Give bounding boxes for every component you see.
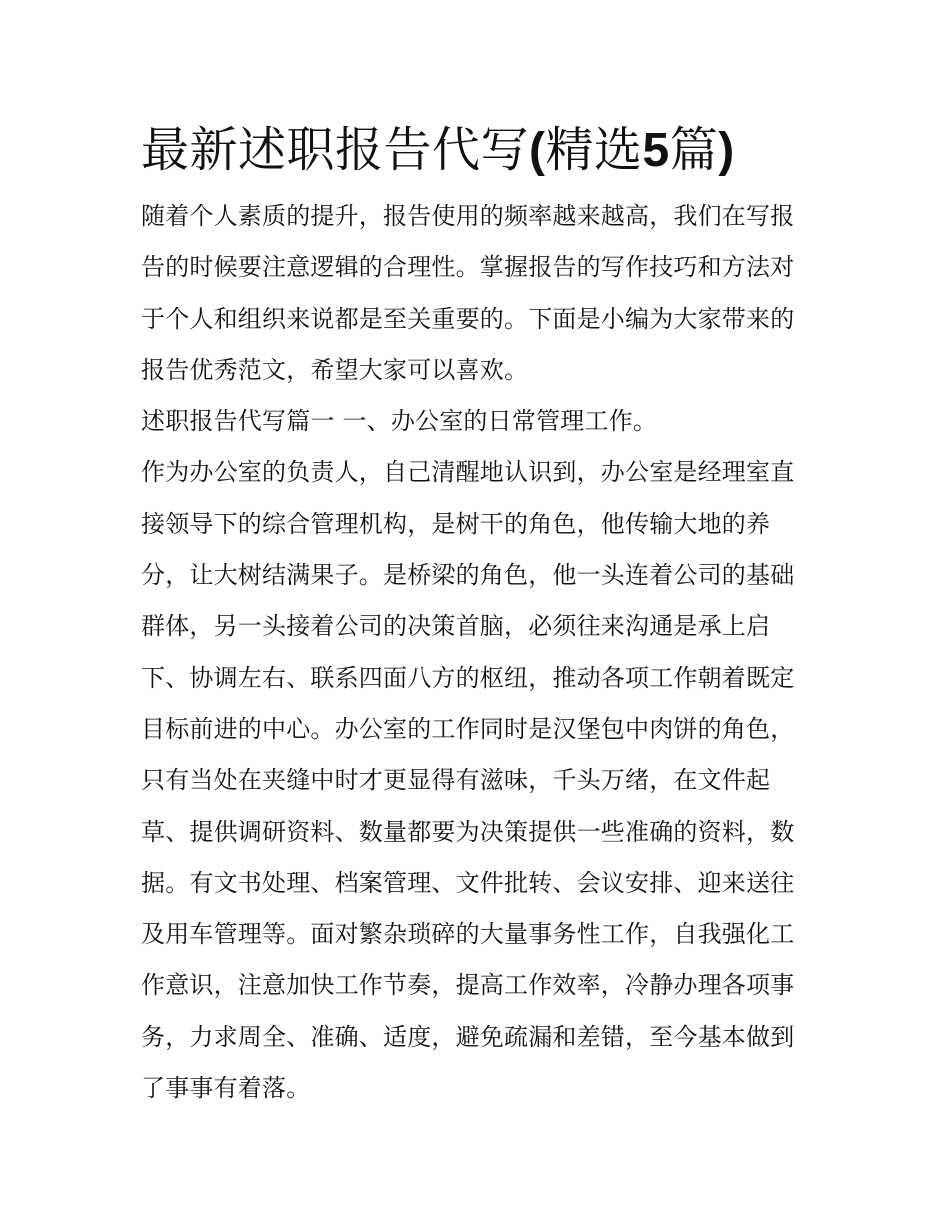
title-count: 5 <box>642 124 670 177</box>
text-line: 群体，另一头接着公司的决策首脑，必须往来沟通是承上启 <box>141 612 771 641</box>
text-line: 接领导下的综合管理机构，是树干的角色，他传输大地的养 <box>141 509 771 538</box>
text-line: 于个人和组织来说都是至关重要的。下面是小编为大家带来的 <box>141 304 795 333</box>
text-line: 及用车管理等。面对繁杂琐碎的大量事务性工作，自我强化工 <box>141 920 795 949</box>
text-line: 报告优秀范文，希望大家可以喜欢。 <box>141 355 529 384</box>
title-close-paren: ) <box>718 124 735 177</box>
text-line: 只有当处在夹缝中时才更显得有滋味，千头万绪，在文件起 <box>141 766 771 795</box>
text-line: 下、协调左右、联系四面八方的枢纽，推动各项工作朝着既定 <box>141 663 795 692</box>
document-body <box>141 118 817 1114</box>
text-line: 作意识，注意加快工作节奏，提高工作效率，冷静办理各项事 <box>141 971 795 1000</box>
title-main: 最新述职报告代写 <box>141 122 530 178</box>
text-line: 分，让大树结满果子。是桥梁的角色，他一头连着公司的基础 <box>141 561 795 590</box>
title-unit: 篇 <box>669 122 719 178</box>
text-line: 务，力求周全、准确、适度，避免疏漏和差错，至今基本做到 <box>141 1022 795 1051</box>
text-line: 随着个人素质的提升，报告使用的频率越来越高，我们在写报 <box>141 202 795 230</box>
title-selected: 精选 <box>545 122 643 178</box>
text-line: 了事事有着落。 <box>141 1074 311 1103</box>
text-line: 草、提供调研资料、数量都要为决策提供一些准确的资料，数 <box>141 817 795 846</box>
document-title <box>141 118 817 183</box>
text-line: 目标前进的中心。办公室的工作同时是汉堡包中肉饼的角色， <box>141 714 795 743</box>
section-heading-line: 述职报告代写篇一 一、办公室的日常管理工作。 <box>141 407 658 436</box>
text-line: 作为办公室的负责人，自己清醒地认识到，办公室是经理室直 <box>141 458 795 487</box>
text-line: 告的时候要注意逻辑的合理性。掌握报告的写作技巧和方法对 <box>141 253 795 282</box>
text-line: 据。有文书处理、档案管理、文件批转、会议安排、迎来送往 <box>141 868 795 897</box>
title-open-paren: ( <box>529 124 546 177</box>
